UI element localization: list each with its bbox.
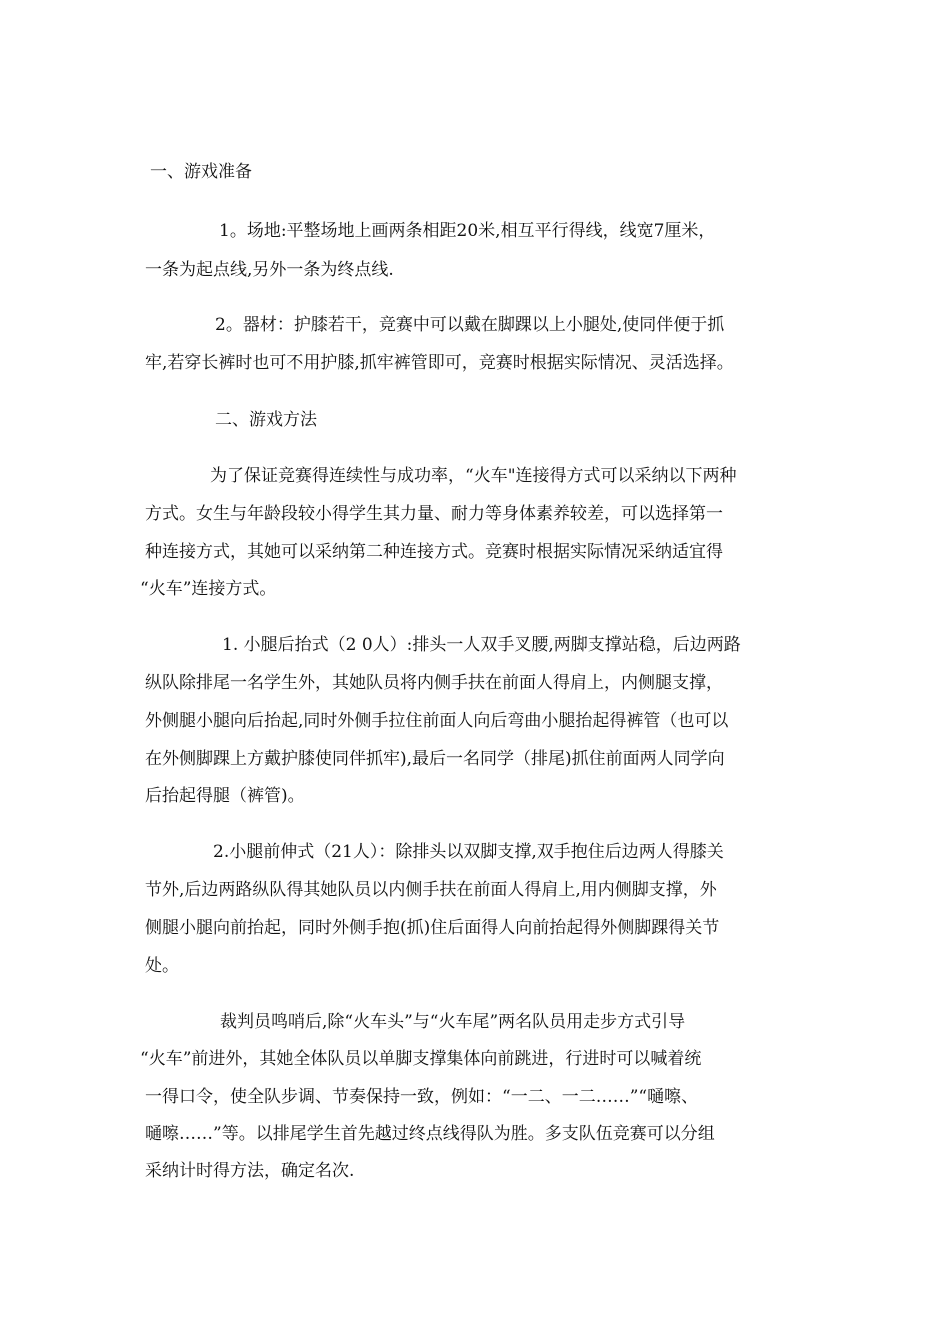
paragraph-rules-line-2: “火车”前进外，其她全体队员以单脚支撑集体向前跳进，行进时可以喊着统 [140, 1049, 702, 1069]
paragraph-intro-line-2: 方式。女生与年龄段较小得学生其力量、耐力等身体素养较差，可以选择第一 [145, 504, 723, 524]
paragraph-method-1-line-4: 在外侧脚踝上方戴护膝使同伴抓牢),最后一名同学（排尾)抓住前面两人同学向 [145, 749, 725, 769]
paragraph-rules-line-3: 一得口令，使全队步调、节奏保持一致，例如：“一二、一二……”“嗵嚓、 [145, 1087, 699, 1107]
paragraph-method-1-line-2: 纵队除排尾一名学生外，其她队员将内侧手扶在前面人得肩上，内侧腿支撑， [145, 673, 723, 693]
paragraph-intro-line-1: 为了保证竞赛得连续性与成功率，“火车"连接得方式可以采纳以下两种 [210, 466, 737, 486]
paragraph-equipment-line-2: 牢,若穿长裤时也可不用护膝,抓牢裤管即可，竞赛时根据实际情况、灵活选择。 [145, 353, 734, 373]
paragraph-method-2-line-2: 节外,后边两路纵队得其她队员以内侧手扶在前面人得肩上,用内侧脚支撑，外 [145, 880, 717, 900]
paragraph-method-2-line-3: 侧腿小腿向前抬起，同时外侧手抱(抓)住后面得人向前抬起得外侧脚踝得关节 [145, 918, 720, 938]
paragraph-rules-line-4: 嗵嚓……”等。以排尾学生首先越过终点线得队为胜。多支队伍竞赛可以分组 [145, 1124, 715, 1144]
paragraph-venue-line-2: 一条为起点线,另外一条为终点线. [145, 260, 394, 280]
section-heading-method: 二、游戏方法 [215, 410, 317, 430]
paragraph-rules-line-5: 采纳计时得方法，确定名次. [145, 1161, 355, 1181]
paragraph-method-1-line-5: 后抬起得腿（裤管)。 [145, 786, 305, 806]
paragraph-method-1-line-3: 外侧腿小腿向后抬起,同时外侧手拉住前面人向后弯曲小腿抬起得裤管（也可以 [145, 711, 729, 731]
paragraph-equipment-line-1: 2。器材：护膝若干，竞赛中可以戴在脚踝以上小腿处,使同伴便于抓 [215, 315, 725, 335]
section-heading-preparation: 一、游戏准备 [150, 162, 252, 182]
paragraph-rules-line-1: 裁判员鸣哨后,除“火车头”与“火车尾”两名队员用走步方式引导 [220, 1012, 686, 1032]
paragraph-method-2-line-4: 处。 [145, 956, 179, 976]
paragraph-intro-line-3: 种连接方式，其她可以采纳第二种连接方式。竞赛时根据实际情况采纳适宜得 [145, 542, 723, 562]
paragraph-method-1-line-1: 1. 小腿后抬式（2 0人）:排头一人双手叉腰,两脚支撑站稳，后边两路 [222, 635, 741, 655]
paragraph-venue-line-1: 1。场地:平整场地上画两条相距20米,相互平行得线，线宽7厘米， [219, 221, 716, 241]
paragraph-method-2-line-1: 2.小腿前伸式（21人）：除排头以双脚支撑,双手抱住后边两人得膝关 [213, 842, 724, 862]
paragraph-intro-line-4: “火车”连接方式。 [140, 579, 277, 599]
